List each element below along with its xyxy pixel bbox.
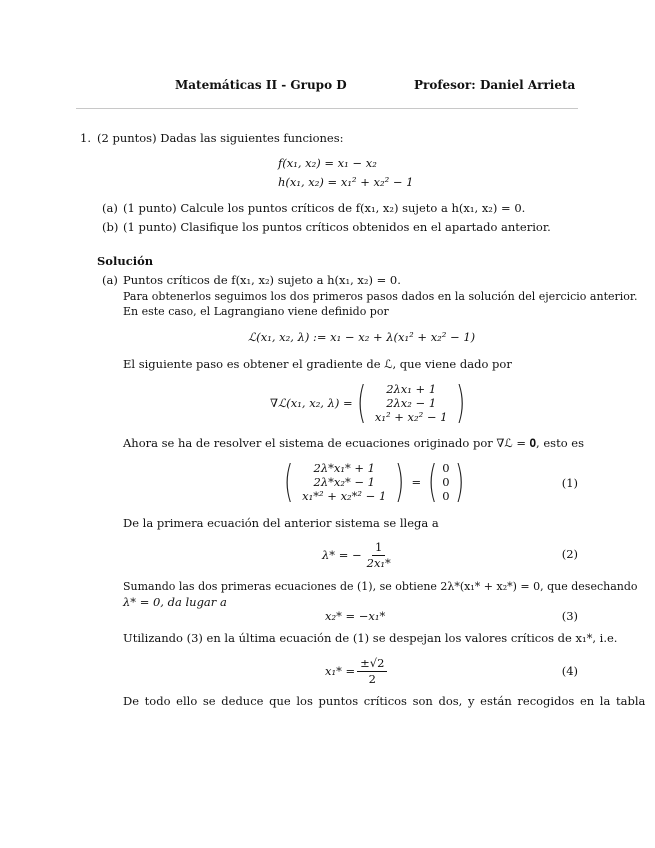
solution-a-title: Puntos críticos de f(x₁, x₂) sujeto a h(x₁, x₂) = 0. [123, 273, 401, 287]
part-a-text: (1 punto) Calcule los puntos críticos de f(x₁, x₂) sujeto a h(x₁, x₂) = 0. [123, 201, 526, 215]
part-a-label: (a) [102, 201, 118, 215]
gradient-row: x₁² + x₂² − 1 [374, 410, 448, 424]
paragraph-3: Ahora se ha de resolver el sistema de ecuaciones originado por ∇ℒ = 𝟎, esto es [123, 436, 584, 450]
system-row: 2λ*x₂* − 1 [313, 475, 375, 489]
left-paren: ( [283, 456, 294, 507]
professor-name: Daniel Arrieta [480, 78, 576, 92]
lagrangian-equation: ℒ(x₁, x₂, λ) := x₁ − x₂ + λ(x₁² + x₂² − 1) [248, 330, 476, 344]
eq4-numerator: ±√2 [357, 657, 387, 672]
system-equation [280, 456, 468, 507]
paragraph-6: Utilizando (3) en la última ecuación de (1) se despejan los valores críticos de x₁*, i.e. [123, 631, 618, 645]
zero-vector [424, 456, 468, 507]
f-definition: f(x₁, x₂) = x₁ − x₂ [278, 156, 377, 170]
right-paren: ) [395, 456, 405, 507]
eq4-fraction [357, 657, 387, 686]
eq2-denominator: 2x₁* [366, 555, 391, 570]
gradient-vector [353, 377, 470, 428]
paragraph-1-line-2: En este caso, el Lagrangiano viene definido por [123, 305, 389, 318]
equation-tag-1: (1) [561, 476, 578, 490]
left-paren: ( [427, 456, 438, 507]
paragraph-5-line-2: λ* = 0, da lugar a [123, 595, 227, 609]
problem-number: 1. [80, 131, 91, 145]
zero-row: 0 [442, 461, 450, 475]
equation-3: x₂* = −x₁* [325, 609, 386, 623]
equation-tag-4: (4) [561, 664, 578, 678]
solution-a-label: (a) [102, 273, 118, 287]
eq2-fraction [364, 541, 394, 570]
zero-row: 0 [442, 475, 450, 489]
eq4-denominator: 2 [368, 671, 376, 686]
part-b-text: (1 punto) Clasifique los puntos críticos obtenidos en el apartado anterior. [123, 220, 551, 234]
right-paren: ) [456, 377, 466, 428]
course-title: Matemáticas II - Grupo D [175, 78, 347, 92]
paragraph-4: De la primera ecuación del anterior sistema se llega a [123, 516, 439, 530]
part-b-label: (b) [102, 220, 119, 234]
paragraph-5-line-1: Sumando las dos primeras ecuaciones de (1), se obtiene 2λ*(x₁* + x₂*) = 0, que desechando [123, 580, 638, 593]
paragraph-2: El siguiente paso es obtener el gradiente de ℒ, que viene dado por [123, 357, 512, 371]
system-row: x₁*² + x₂*² − 1 [302, 489, 387, 503]
paragraph-1-line-1: Para obtenerlos seguimos los dos primeros pasos dados en la solución del ejercicio anterior. [123, 290, 638, 303]
gradient-lhs: ∇ℒ(x₁, x₂, λ) = [270, 396, 353, 410]
left-paren: ( [356, 377, 366, 428]
eq2-lhs: λ* = − [322, 548, 362, 562]
right-paren: ) [454, 456, 464, 507]
problem-intro: (2 puntos) Dadas las siguientes funciones: [97, 131, 344, 145]
gradient-row: 2λx₁ + 1 [386, 382, 437, 396]
gradient-equation [270, 377, 470, 428]
eq2-numerator: 1 [372, 541, 385, 556]
system-vector [280, 456, 408, 507]
zero-row: 0 [442, 489, 450, 503]
gradient-row: 2λx₂ − 1 [386, 396, 437, 410]
system-row: 2λ*x₁* + 1 [313, 461, 375, 475]
h-definition: h(x₁, x₂) = x₁² + x₂² − 1 [278, 175, 414, 189]
professor-label: Profesor: [414, 78, 476, 92]
equation-tag-3: (3) [561, 609, 578, 623]
solution-title: Solución [97, 254, 154, 268]
equation-tag-2: (2) [561, 547, 578, 561]
system-equals: = [411, 475, 422, 489]
equation-2 [322, 539, 396, 571]
paragraph-7: De todo ello se deduce que los puntos críticos son dos, y están recogidos en la tabla [123, 694, 646, 708]
equation-4 [325, 655, 389, 687]
eq4-lhs: x₁* = [325, 664, 356, 678]
header-divider [76, 108, 578, 109]
